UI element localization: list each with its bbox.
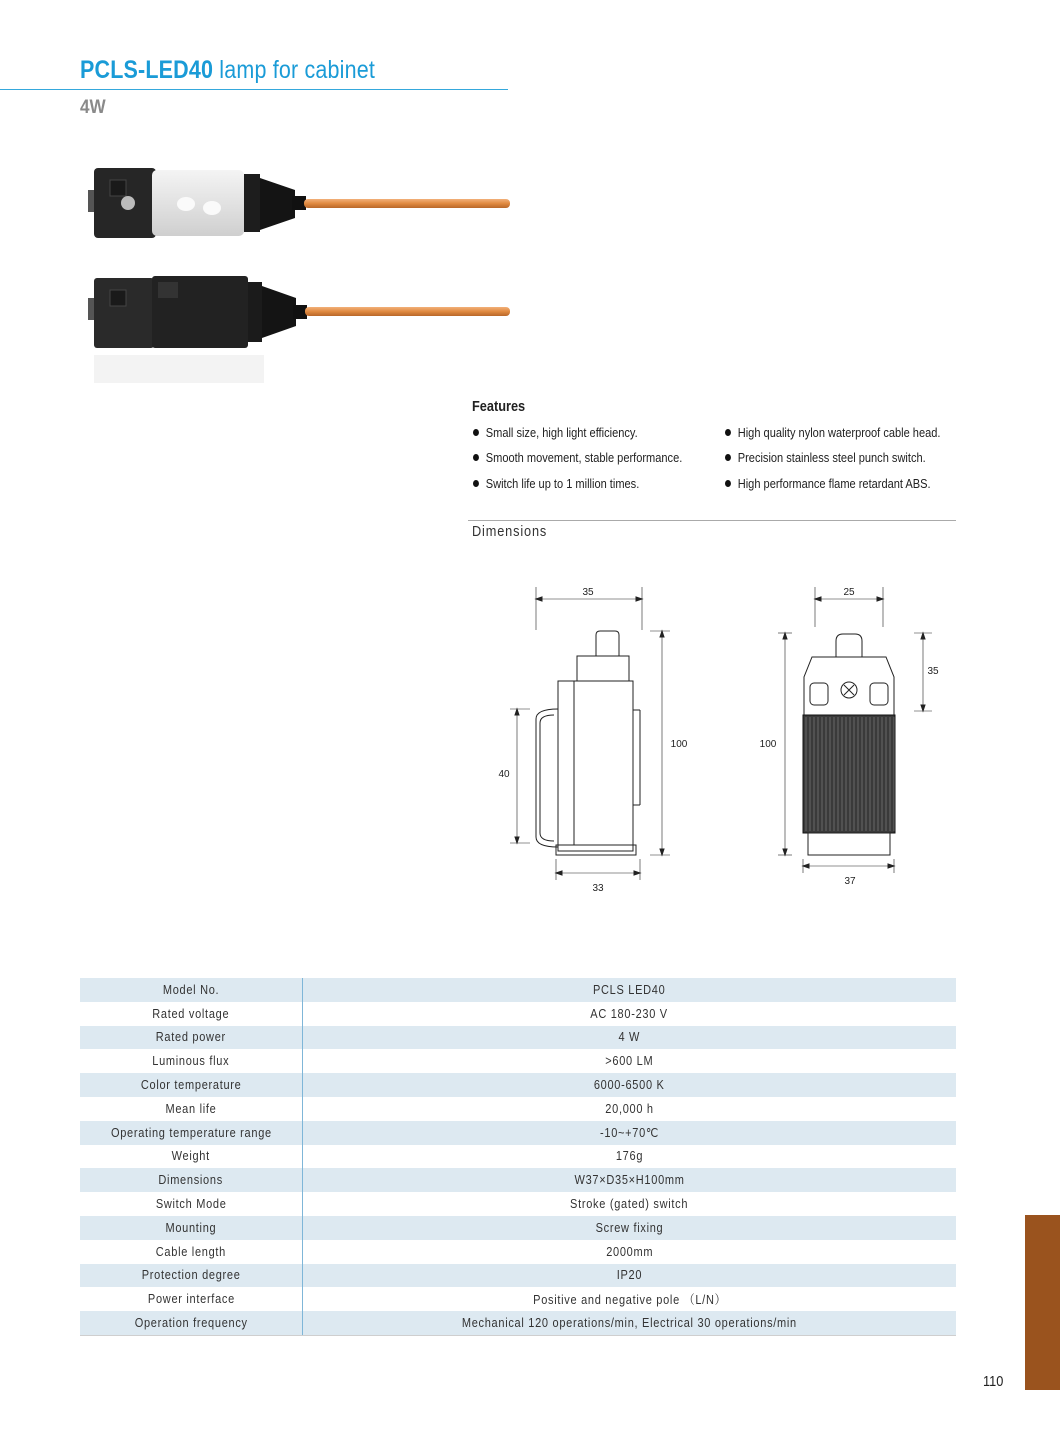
spec-value: Positive and negative pole （L/N） (303, 1287, 957, 1311)
side-bottom-width-label: 33 (592, 883, 604, 894)
spec-label: Dimensions (80, 1168, 303, 1192)
table-row (80, 1097, 956, 1121)
dimensions-heading: Dimensions (472, 523, 548, 540)
table-row (80, 978, 956, 1002)
side-lens-height-label: 40 (498, 769, 510, 780)
title-text: lamp for cabinet (213, 56, 376, 84)
table-row (80, 1168, 956, 1192)
spec-value: IP20 (303, 1264, 957, 1288)
spec-label: Luminous flux (80, 1049, 303, 1073)
spec-label: Color temperature (80, 1073, 303, 1097)
bullet-icon (725, 480, 731, 487)
spec-label: Cable length (80, 1240, 303, 1264)
lamp-front-image (88, 168, 510, 238)
spec-value: 6000-6500 K (303, 1073, 957, 1097)
dimensions-divider (468, 520, 956, 521)
spec-value: 2000mm (303, 1240, 957, 1264)
spec-value: Mechanical 120 operations/min, Electrical 30 operations/min (303, 1311, 957, 1335)
spec-label: Operation frequency (80, 1311, 303, 1335)
table-row (80, 1121, 956, 1145)
table-row (80, 1073, 956, 1097)
spec-value: >600 LM (303, 1049, 957, 1073)
spec-label: Mounting (80, 1216, 303, 1240)
spec-value: W37×D35×H100mm (303, 1168, 957, 1192)
table-row (80, 1145, 956, 1169)
spec-value: PCLS LED40 (303, 978, 957, 1002)
front-height-label: 100 (759, 739, 777, 750)
feature-item: Switch life up to 1 million times. (473, 476, 639, 491)
spec-value: -10~+70℃ (303, 1121, 957, 1145)
spec-value: AC 180-230 V (303, 1002, 957, 1026)
spec-label: Weight (80, 1145, 303, 1169)
spec-label: Operating temperature range (80, 1121, 303, 1145)
spec-label: Power interface (80, 1287, 303, 1311)
side-top-width-label: 35 (582, 587, 594, 598)
bullet-icon (725, 429, 731, 436)
side-height-label: 100 (670, 739, 688, 750)
page-number: 110 (983, 1373, 1004, 1390)
table-row (80, 1264, 956, 1288)
table-row (80, 1240, 956, 1264)
side-view-drawing (498, 587, 687, 894)
power-subtitle: 4W (80, 97, 106, 118)
spec-label: Switch Mode (80, 1192, 303, 1216)
spec-label: Rated power (80, 1026, 303, 1050)
lamp-rear-image (88, 276, 510, 383)
spec-value: Stroke (gated) switch (303, 1192, 957, 1216)
front-top-width-label: 25 (843, 587, 855, 598)
feature-item: High performance flame retardant ABS. (725, 476, 931, 491)
spec-value: 20,000 h (303, 1097, 957, 1121)
features-heading: Features (472, 398, 526, 415)
spec-label: Mean life (80, 1097, 303, 1121)
bullet-icon (473, 454, 479, 461)
feature-item: High quality nylon waterproof cable head. (725, 425, 940, 440)
spec-value: 4 W (303, 1026, 957, 1050)
model-name: PCLS-LED40 (80, 56, 214, 84)
title-divider (0, 89, 508, 90)
spec-table (80, 978, 956, 1336)
table-row (80, 1192, 956, 1216)
section-tab (1025, 1215, 1060, 1390)
feature-item: Small size, high light efficiency. (473, 425, 638, 440)
spec-value: 176g (303, 1145, 957, 1169)
table-row (80, 1311, 956, 1335)
table-row (80, 1049, 956, 1073)
front-view-drawing (760, 587, 939, 887)
bullet-icon (473, 429, 479, 436)
spec-label: Model No. (80, 978, 303, 1002)
dimension-drawing (490, 575, 960, 905)
table-row (80, 1216, 956, 1240)
page-title (80, 56, 375, 85)
bullet-icon (725, 454, 731, 461)
spec-label: Protection degree (80, 1264, 303, 1288)
bullet-icon (473, 480, 479, 487)
front-bottom-width-label: 37 (844, 876, 856, 887)
table-row (80, 1287, 956, 1311)
feature-item: Precision stainless steel punch switch. (725, 450, 926, 465)
table-row (80, 1026, 956, 1050)
front-head-height-label: 35 (927, 666, 939, 677)
spec-label: Rated voltage (80, 1002, 303, 1026)
feature-item: Smooth movement, stable performance. (473, 450, 682, 465)
table-row (80, 1002, 956, 1026)
spec-value: Screw fixing (303, 1216, 957, 1240)
product-photo (80, 150, 510, 390)
